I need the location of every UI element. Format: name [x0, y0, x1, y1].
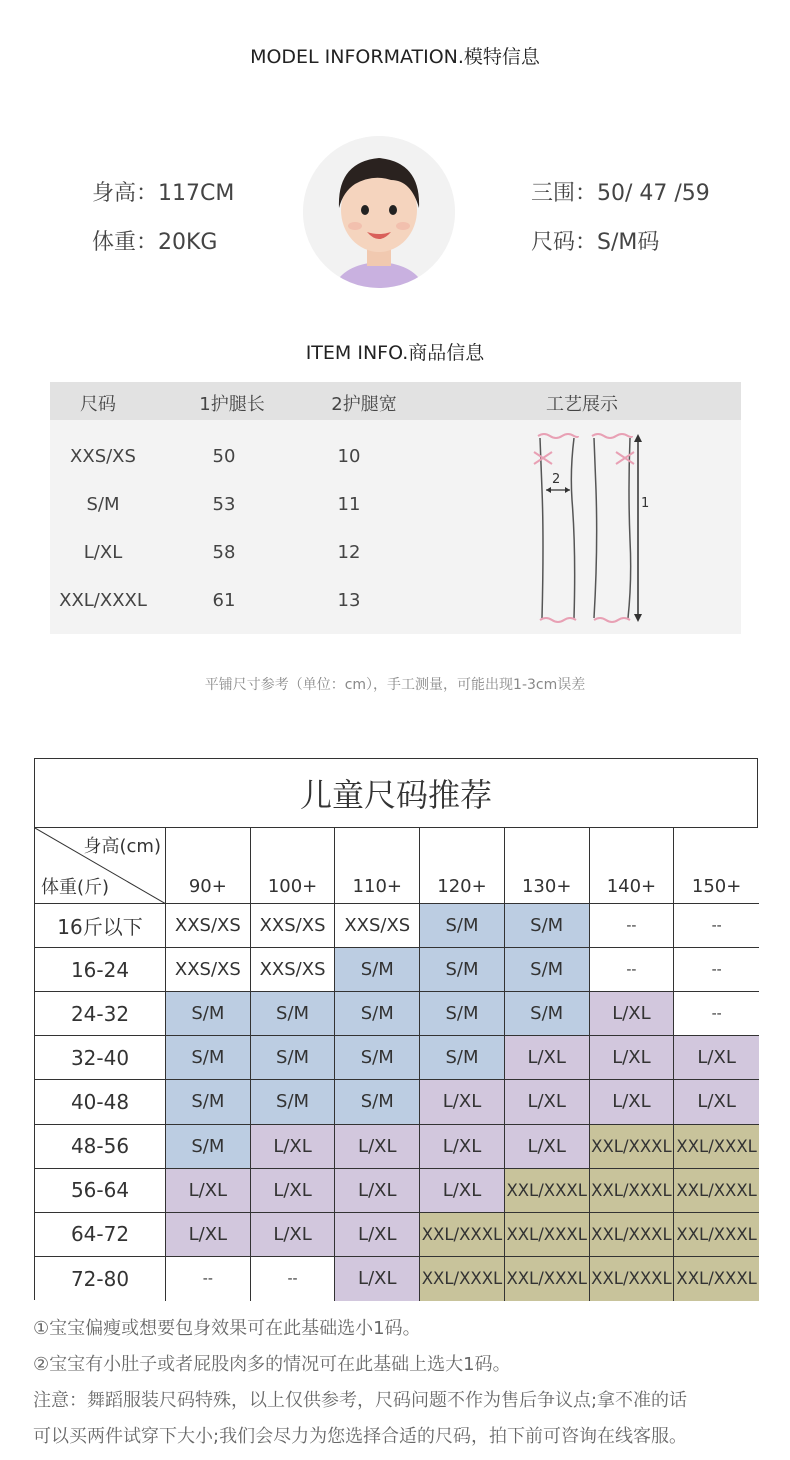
size-cell: XXS/XS: [251, 948, 336, 992]
diagram-length-label: 1: [641, 496, 650, 511]
size-cell: L/XL: [335, 1213, 420, 1257]
footnote-3-line1: 注意：舞蹈服装尺码特殊，以上仅供参考，尺码问题不作为售后争议点;拿不准的话: [33, 1390, 688, 1411]
size-cell: --: [251, 1257, 336, 1301]
size-cell: XXL/XXXL: [420, 1257, 505, 1301]
leg-warmer-diagram: [528, 430, 658, 626]
size-cell: XXS/XS: [251, 904, 336, 948]
model-avatar: [303, 136, 455, 288]
size-recommendation-table: [34, 758, 758, 1300]
size-cell: S/M: [251, 1080, 336, 1124]
weight-label: 48-56: [35, 1125, 166, 1169]
size-cell: S/M: [335, 948, 420, 992]
item-row-length: 50: [212, 446, 236, 467]
size-cell: S/M: [166, 1036, 251, 1080]
height-header: 90+: [166, 828, 251, 904]
corner-height-label: 身高(cm): [83, 836, 161, 857]
size-cell: L/XL: [420, 1080, 505, 1124]
weight-label: 16-24: [35, 948, 166, 992]
size-cell: L/XL: [251, 1213, 336, 1257]
size-cell: L/XL: [335, 1125, 420, 1169]
header-width: 2护腿宽: [331, 394, 397, 415]
size-cell: S/M: [335, 992, 420, 1036]
size-cell: L/XL: [505, 1080, 590, 1124]
footnote-2: ②宝宝有小肚子或者屁股肉多的情况可在此基础上选大1码。: [33, 1354, 511, 1375]
item-row-length: 61: [212, 590, 236, 611]
size-cell: XXS/XS: [166, 904, 251, 948]
size-cell: L/XL: [335, 1169, 420, 1213]
size-cell: S/M: [505, 948, 590, 992]
height-header: 130+: [505, 828, 590, 904]
size-cell: S/M: [251, 992, 336, 1036]
item-row-length: 53: [212, 494, 236, 515]
size-cell: L/XL: [420, 1169, 505, 1213]
weight-label: 72-80: [35, 1257, 166, 1301]
size-cell: XXL/XXXL: [674, 1213, 759, 1257]
size-cell: --: [590, 904, 675, 948]
size-cell: --: [674, 992, 759, 1036]
size-table-title: 儿童尺码推荐: [35, 759, 757, 828]
size-cell: L/XL: [590, 1036, 675, 1080]
model-measurements: 三围：50/ 47 /59: [531, 181, 710, 206]
size-cell: L/XL: [251, 1125, 336, 1169]
size-cell: L/XL: [590, 992, 675, 1036]
size-cell: --: [590, 948, 675, 992]
size-cell: --: [166, 1257, 251, 1301]
size-cell: XXS/XS: [166, 948, 251, 992]
weight-label: 32-40: [35, 1036, 166, 1080]
size-cell: L/XL: [166, 1169, 251, 1213]
size-cell: L/XL: [674, 1036, 759, 1080]
size-table-corner: [35, 828, 166, 904]
size-cell: S/M: [420, 992, 505, 1036]
weight-label: 16斤以下: [35, 904, 166, 948]
item-row-length: 58: [212, 542, 236, 563]
model-weight: 体重：20KG: [92, 230, 218, 255]
size-cell: XXL/XXXL: [674, 1257, 759, 1301]
size-cell: XXL/XXXL: [590, 1257, 675, 1301]
item-info-title: ITEM INFO.商品信息: [305, 342, 485, 364]
size-cell: L/XL: [335, 1257, 420, 1301]
size-cell: L/XL: [251, 1169, 336, 1213]
weight-label: 24-32: [35, 992, 166, 1036]
item-row-size: S/M: [86, 494, 120, 515]
size-cell: L/XL: [166, 1213, 251, 1257]
model-info-title: MODEL INFORMATION.模特信息: [250, 46, 540, 68]
height-header: 140+: [590, 828, 675, 904]
size-cell: L/XL: [674, 1080, 759, 1124]
size-cell: L/XL: [505, 1125, 590, 1169]
size-cell: L/XL: [590, 1080, 675, 1124]
size-cell: XXL/XXXL: [590, 1125, 675, 1169]
header-length: 1护腿长: [199, 394, 265, 415]
size-cell: S/M: [420, 948, 505, 992]
size-cell: S/M: [251, 1036, 336, 1080]
item-row-size: XXL/XXXL: [59, 590, 147, 611]
diagram-width-label: 2: [552, 472, 561, 487]
size-cell: --: [674, 904, 759, 948]
size-cell: XXL/XXXL: [505, 1213, 590, 1257]
size-cell: S/M: [420, 904, 505, 948]
item-row-width: 10: [337, 446, 361, 467]
item-row-size: L/XL: [83, 542, 123, 563]
height-header: 120+: [420, 828, 505, 904]
size-cell: XXL/XXXL: [505, 1257, 590, 1301]
weight-label: 56-64: [35, 1169, 166, 1213]
size-cell: S/M: [420, 1036, 505, 1080]
size-cell: XXL/XXXL: [674, 1169, 759, 1213]
footnote-1: ①宝宝偏瘦或想要包身效果可在此基础选小1码。: [33, 1318, 421, 1339]
weight-label: 40-48: [35, 1080, 166, 1124]
item-row-size: XXS/XS: [70, 446, 136, 467]
size-cell: --: [674, 948, 759, 992]
size-cell: S/M: [166, 1125, 251, 1169]
size-cell: S/M: [335, 1036, 420, 1080]
size-cell: S/M: [166, 992, 251, 1036]
size-cell: XXL/XXXL: [420, 1213, 505, 1257]
height-header: 110+: [335, 828, 420, 904]
model-size: 尺码：S/M码: [531, 230, 660, 255]
size-cell: XXS/XS: [335, 904, 420, 948]
size-cell: L/XL: [420, 1125, 505, 1169]
size-cell: L/XL: [505, 1036, 590, 1080]
weight-label: 64-72: [35, 1213, 166, 1257]
height-header: 100+: [251, 828, 336, 904]
size-cell: XXL/XXXL: [590, 1213, 675, 1257]
size-cell: S/M: [166, 1080, 251, 1124]
model-height: 身高：117CM: [92, 181, 235, 206]
size-cell: XXL/XXXL: [590, 1169, 675, 1213]
size-cell: XXL/XXXL: [505, 1169, 590, 1213]
item-row-width: 13: [337, 590, 361, 611]
size-cell: S/M: [505, 992, 590, 1036]
size-cell: S/M: [335, 1080, 420, 1124]
height-header: 150+: [674, 828, 759, 904]
size-cell: XXL/XXXL: [674, 1125, 759, 1169]
header-craft: 工艺展示: [546, 394, 618, 415]
measurement-note: 平铺尺寸参考（单位：cm），手工测量，可能出现1-3cm误差: [204, 677, 586, 693]
footnote-3-line2: 可以买两件试穿下大小;我们会尽力为您选择合适的尺码，拍下前可咨询在线客服。: [33, 1426, 688, 1447]
item-row-width: 12: [337, 542, 361, 563]
header-size: 尺码: [80, 394, 116, 415]
corner-weight-label: 体重(斤): [41, 877, 110, 898]
item-row-width: 11: [337, 494, 361, 515]
size-cell: S/M: [505, 904, 590, 948]
